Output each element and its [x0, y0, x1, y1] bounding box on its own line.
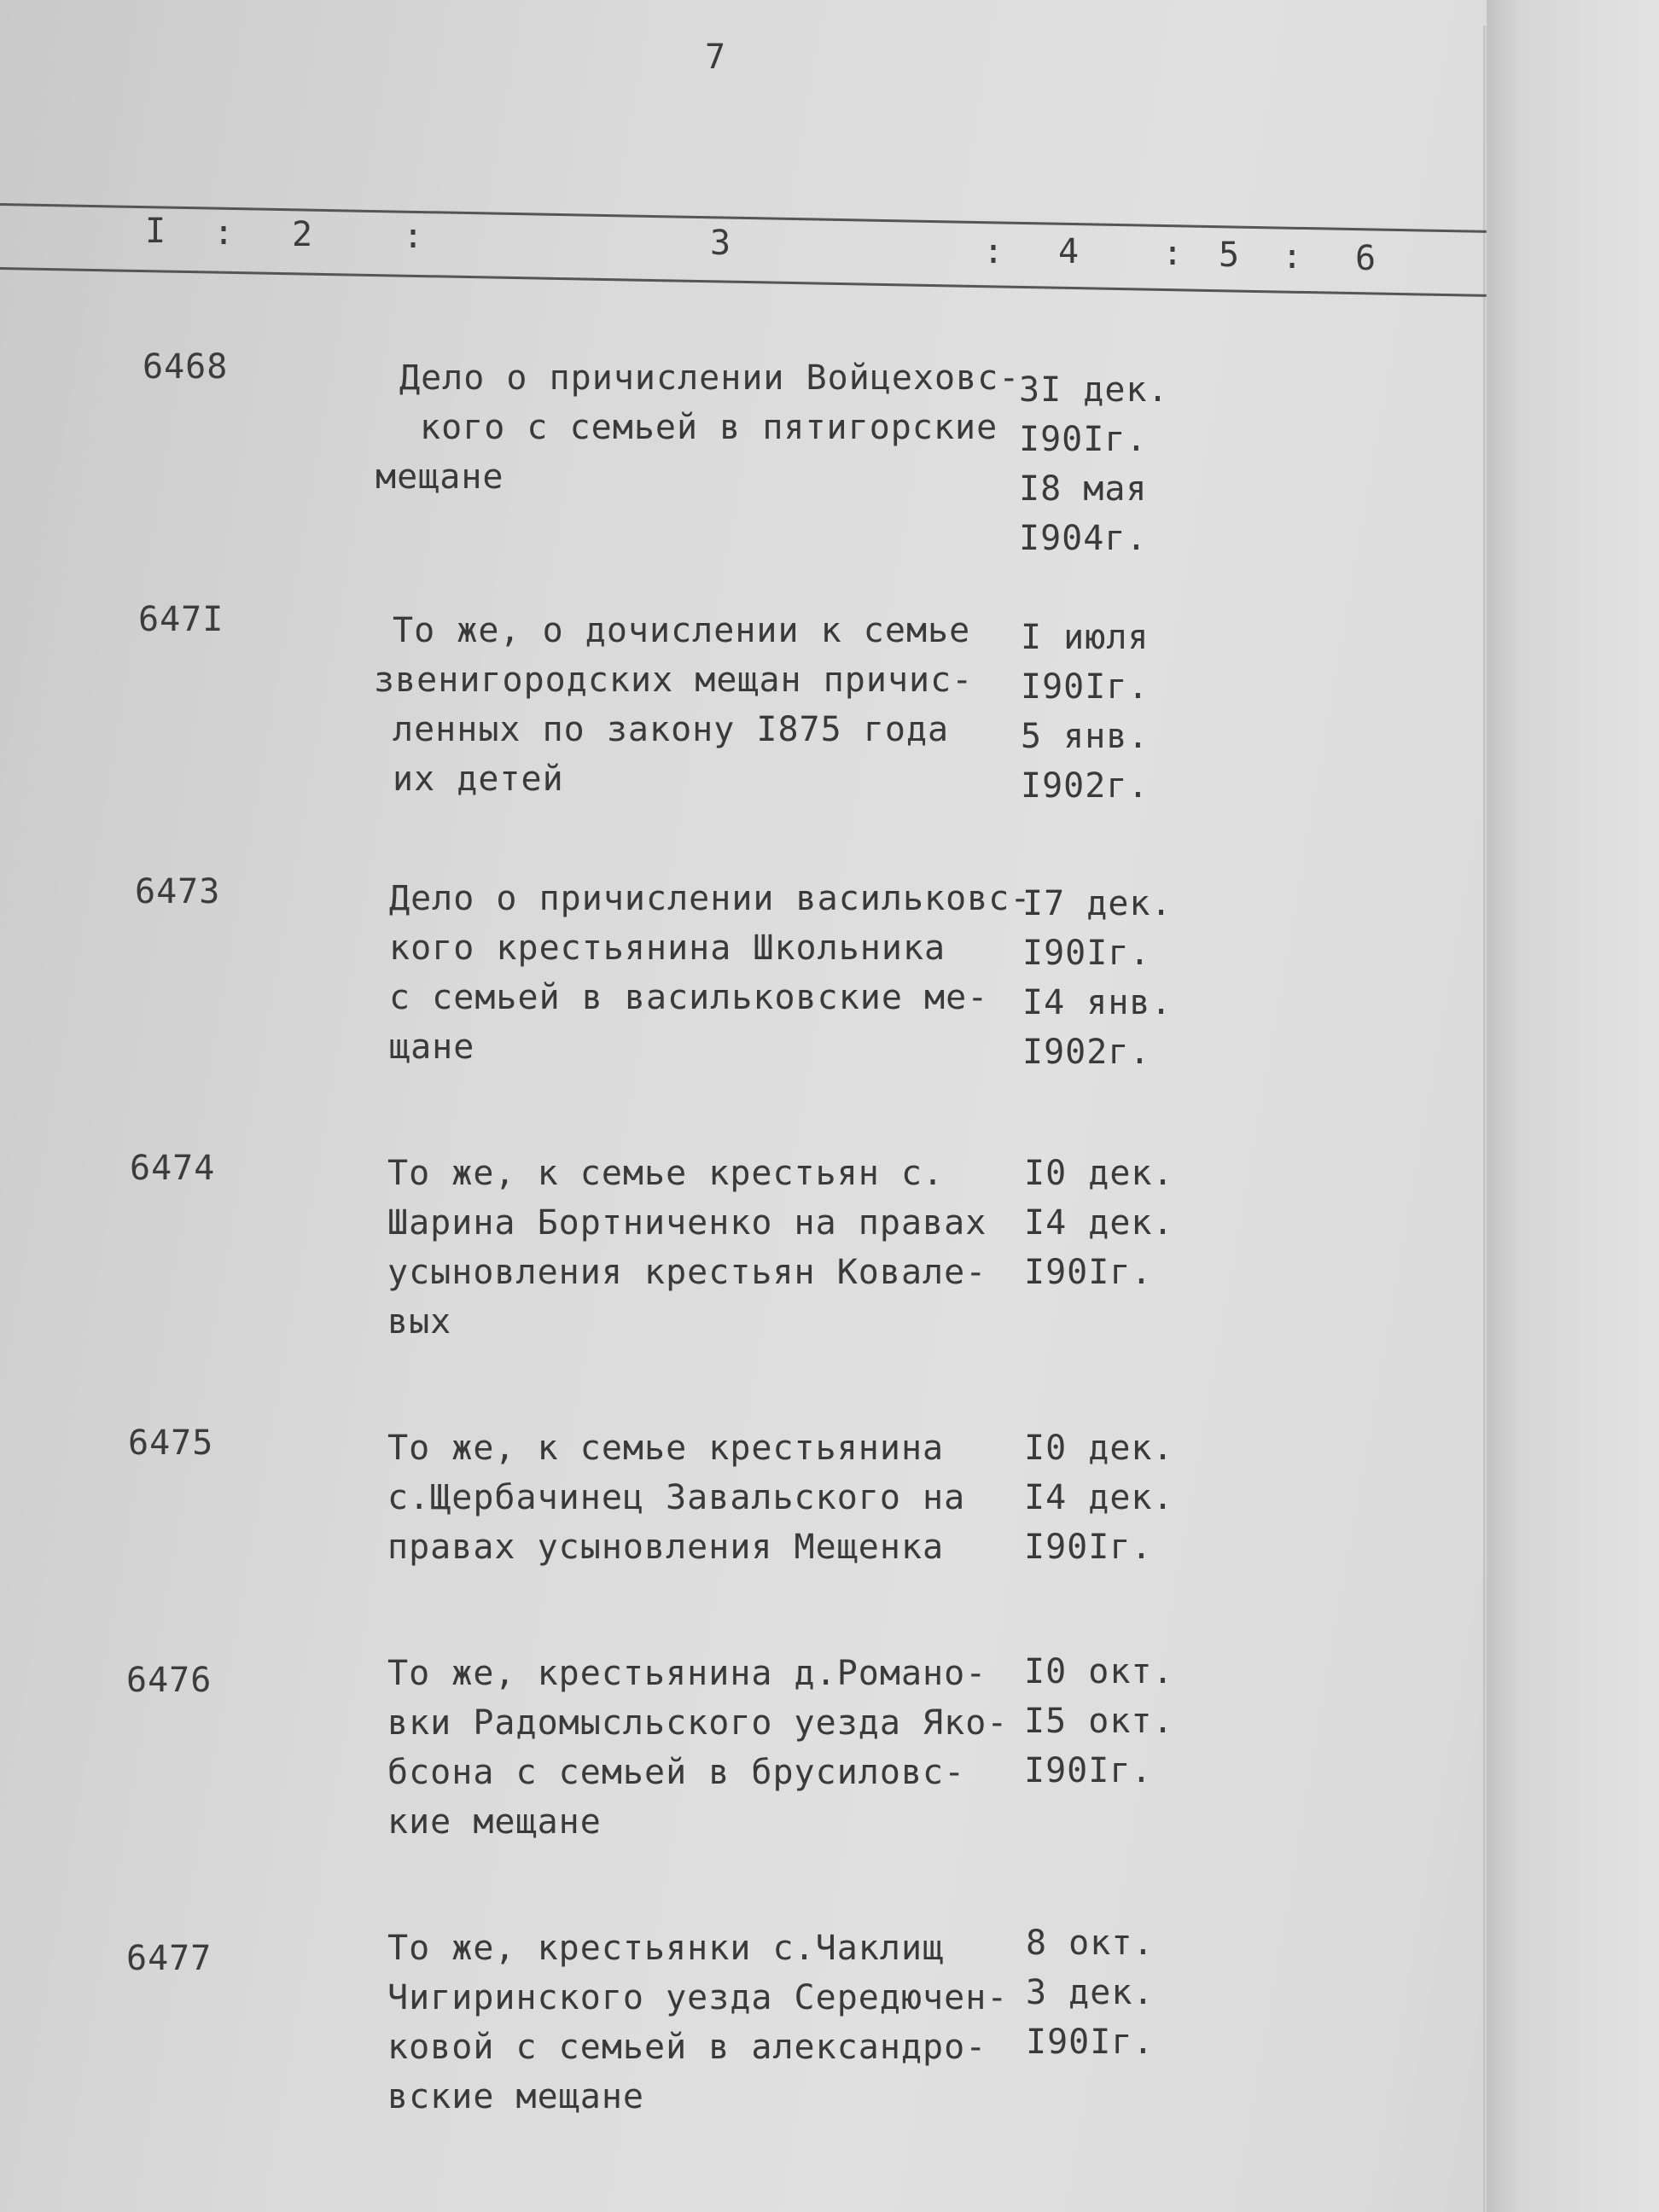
date-line: I904г. — [1019, 519, 1148, 558]
date-line: I4 дек. — [1024, 1203, 1174, 1243]
record-dates — [1022, 879, 1193, 1077]
column-header-2: 2 — [292, 215, 314, 254]
record-number: 6476 — [126, 1661, 212, 1700]
background-surface — [1487, 0, 1659, 2212]
date-line: I5 окт. — [1024, 1702, 1174, 1741]
title-line: То же, к семье крестьянина — [387, 1429, 945, 1468]
record-number: 647I — [138, 600, 224, 639]
column-header-1: I — [145, 212, 167, 251]
column-header-6: 6 — [1355, 239, 1377, 278]
title-line: с.Щербачинец Завальского на — [387, 1478, 966, 1517]
record-title — [387, 1149, 1036, 1347]
date-line: I90Iг. — [1024, 1253, 1153, 1292]
date-line: I0 окт. — [1024, 1652, 1174, 1691]
title-line: ковой с семьей в александро- — [387, 2028, 987, 2067]
date-line: I4 янв. — [1022, 983, 1173, 1022]
column-separator: : — [213, 213, 236, 253]
record-dates — [1024, 1647, 1195, 1796]
title-line: их детей — [393, 760, 564, 799]
date-line: I90Iг. — [1026, 2023, 1155, 2062]
date-line: I90Iг. — [1024, 1751, 1153, 1790]
title-line: кие мещане — [387, 1802, 602, 1842]
title-line: мещане — [375, 457, 504, 497]
record-number: 6473 — [135, 872, 221, 911]
title-line: бсона с семьей в брусиловс- — [387, 1753, 966, 1792]
date-line: I90Iг. — [1021, 667, 1150, 707]
date-line: I4 дек. — [1024, 1478, 1174, 1517]
title-line: кого с семьей в пятигорские — [420, 408, 998, 447]
title-line: вские мещане — [387, 2077, 644, 2116]
title-line: с семьей в васильковские ме- — [389, 978, 989, 1017]
title-line: То же, крестьянина д.Романо- — [387, 1654, 987, 1693]
record-number: 6468 — [143, 347, 229, 387]
column-header-5: 5 — [1219, 236, 1241, 275]
date-line: I июля — [1021, 618, 1150, 657]
title-line: правах усыновления Мещенка — [387, 1528, 945, 1567]
record-dates — [1024, 1149, 1195, 1297]
date-line: 3 дек. — [1026, 1973, 1155, 2012]
title-line: Дело о причислении Войцеховс- — [399, 358, 1021, 398]
title-line: звенигородских мещан причис- — [374, 661, 974, 700]
title-line: Чигиринского уезда Середючен- — [387, 1978, 1009, 2017]
date-line: I90Iг. — [1019, 420, 1148, 459]
record-dates — [1024, 1423, 1195, 1572]
title-line: Шарина Бортниченко на правах — [387, 1203, 987, 1243]
date-line: I7 дек. — [1022, 884, 1173, 923]
column-separator: : — [1282, 237, 1304, 276]
title-line: То же, крестьянки с.Чаклищ — [387, 1929, 945, 1968]
record-title — [389, 874, 1038, 1072]
date-line: 8 окт. — [1026, 1924, 1155, 1963]
column-separator: : — [403, 217, 425, 256]
record-number: 6474 — [130, 1149, 216, 1188]
title-line: ленных по закону I875 года — [393, 710, 950, 749]
record-dates — [1019, 365, 1190, 563]
date-line: 3I дек. — [1019, 370, 1169, 410]
title-line: Дело о причислении васильковс- — [389, 879, 1032, 918]
title-line: То же, о дочислении к семье — [393, 611, 971, 650]
record-title — [387, 1649, 1036, 1847]
page-number: 7 — [705, 38, 727, 77]
title-line: То же, к семье крестьян с. — [387, 1154, 945, 1193]
date-line: I0 дек. — [1024, 1429, 1174, 1468]
date-line: I902г. — [1021, 766, 1150, 806]
date-line: I8 мая — [1019, 469, 1148, 509]
date-line: I0 дек. — [1024, 1154, 1174, 1193]
column-separator: : — [1162, 234, 1185, 273]
column-header-4: 4 — [1058, 232, 1080, 271]
record-dates — [1026, 1918, 1196, 2067]
record-title — [387, 1924, 1036, 2122]
title-line: вых — [387, 1302, 452, 1342]
date-line: I90Iг. — [1024, 1528, 1153, 1567]
column-header-3: 3 — [710, 224, 732, 263]
date-line: 5 янв. — [1021, 717, 1150, 756]
column-separator: : — [983, 232, 1005, 271]
title-line: кого крестьянина Школьника — [389, 928, 946, 968]
date-line: I902г. — [1022, 1033, 1151, 1072]
date-line: I90Iг. — [1022, 934, 1151, 973]
record-number: 6477 — [126, 1939, 212, 1978]
record-title — [375, 353, 1024, 502]
title-line: вки Радомысльского уезда Яко- — [387, 1703, 1009, 1743]
record-number: 6475 — [128, 1423, 214, 1463]
record-title — [374, 606, 1022, 804]
record-title — [387, 1423, 1036, 1572]
title-line: усыновления крестьян Ковале- — [387, 1253, 987, 1292]
record-dates — [1021, 613, 1191, 811]
title-line: щане — [389, 1027, 475, 1067]
